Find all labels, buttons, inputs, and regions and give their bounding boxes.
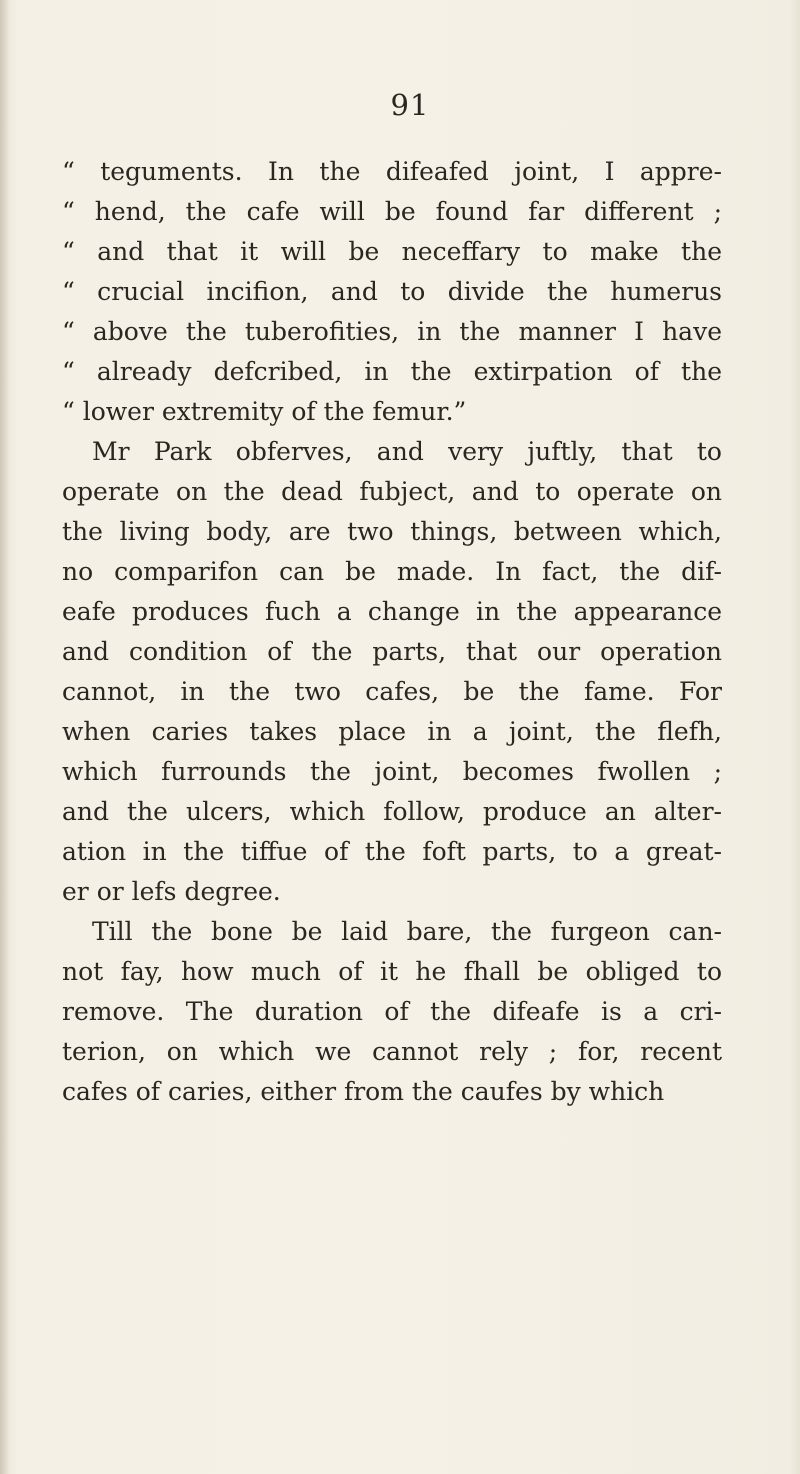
- text-line: er or lefs degree.: [62, 877, 281, 906]
- paragraph-start-line: Mr Park obferves, and very juftly, that to: [92, 437, 722, 466]
- text-line: no comparifon can be made. In fact, the dif-: [62, 557, 722, 586]
- text-line: “ hend, the cafe will be found far different ;: [62, 197, 722, 226]
- text-line: cafes of caries, either from the caufes by which: [62, 1077, 665, 1106]
- text-line: cannot, in the two cafes, be the fame. For: [62, 677, 722, 706]
- text-line: ation in the tiffue of the foft parts, to a great-: [62, 837, 722, 866]
- page-gutter-shadow: [0, 0, 10, 1474]
- text-line: remove. The duration of the difeafe is a cri-: [62, 997, 722, 1026]
- text-line: “ already defcribed, in the extirpation of the: [62, 357, 722, 386]
- text-line: and condition of the parts, that our operation: [62, 637, 722, 666]
- text-line: “ and that it will be neceffary to make the: [62, 237, 722, 266]
- body-text: [62, 152, 722, 1112]
- text-line: when caries takes place in a joint, the flefh,: [62, 717, 722, 746]
- page-number: 91: [390, 88, 430, 122]
- text-line: not fay, how much of it he fhall be obliged to: [62, 957, 722, 986]
- text-line: eafe produces fuch a change in the appearance: [62, 597, 722, 626]
- text-line: “ crucial incifion, and to divide the humerus: [62, 277, 722, 306]
- text-line: terion, on which we cannot rely ; for, recent: [62, 1037, 722, 1066]
- text-line: and the ulcers, which follow, produce an alter-: [62, 797, 722, 826]
- text-line: “ teguments. In the difeafed joint, I appre-: [62, 157, 722, 186]
- text-line: the living body, are two things, between which,: [62, 517, 722, 546]
- text-line: operate on the dead fubject, and to operate on: [62, 477, 722, 506]
- paragraph-start-line: Till the bone be laid bare, the furgeon can-: [92, 917, 722, 946]
- text-line: “ above the tuberofities, in the manner I have: [62, 317, 722, 346]
- text-line: “ lower extremity of the femur.”: [62, 397, 467, 426]
- text-line: which furrounds the joint, becomes fwollen ;: [62, 757, 722, 786]
